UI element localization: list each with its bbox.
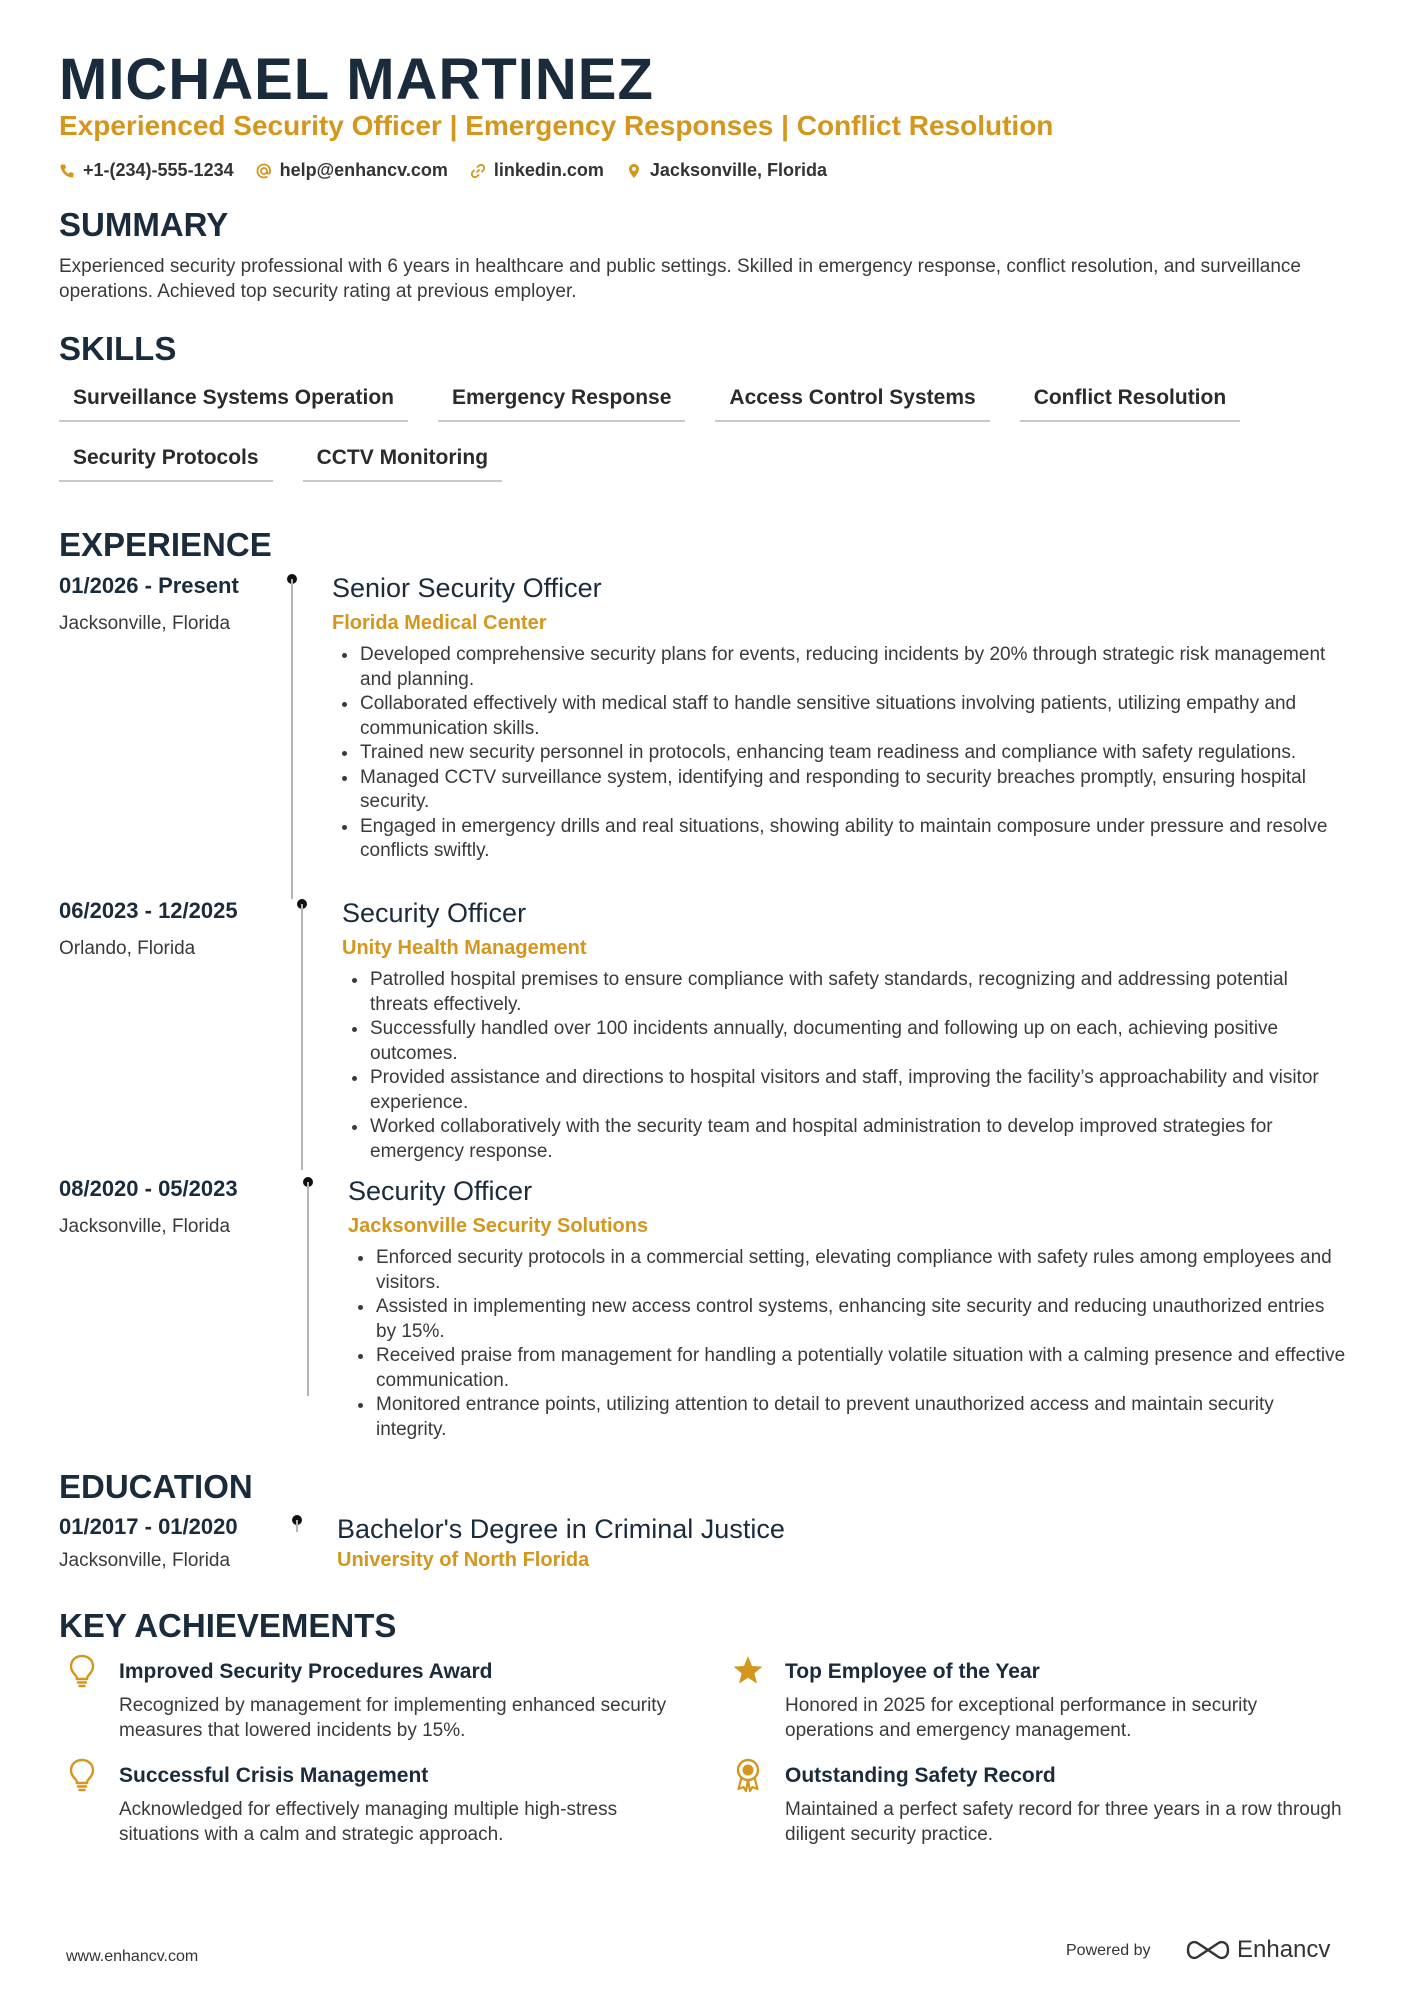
lightbulb-icon bbox=[67, 1654, 97, 1688]
experience-company: Jacksonville Security Solutions bbox=[348, 1215, 649, 1237]
award-ribbon-icon bbox=[733, 1758, 763, 1792]
experience-role: Security Officer bbox=[348, 1176, 533, 1206]
bullet-item: Developed comprehensive security plans for events, reducing incidents by 20% through strategic risk management and planning. bbox=[332, 643, 1342, 692]
education-details bbox=[337, 1514, 1337, 1572]
phone-icon bbox=[59, 163, 75, 179]
contact-bar bbox=[59, 160, 827, 181]
bullet-item: Patrolled hospital premises to ensure compliance with safety standards, recognizing and addressing potential threats effectively. bbox=[342, 968, 1342, 1017]
skill-tag: Surveillance Systems Operation bbox=[59, 380, 408, 422]
link-icon bbox=[470, 163, 486, 179]
timeline-line bbox=[307, 1182, 309, 1396]
achievement-title: Top Employee of the Year bbox=[785, 1660, 1040, 1683]
headline: Experienced Security Officer | Emergency Responses | Conflict Resolution bbox=[59, 110, 1054, 141]
skill-tag: Security Protocols bbox=[59, 440, 273, 482]
experience-company: Unity Health Management bbox=[342, 937, 587, 959]
timeline-line bbox=[291, 579, 293, 899]
experience-location: Orlando, Florida bbox=[59, 938, 196, 959]
timeline-line bbox=[296, 1520, 298, 1532]
experience-location: Jacksonville, Florida bbox=[59, 613, 231, 634]
experience-heading: EXPERIENCE bbox=[59, 526, 272, 563]
contact-location-text: Jacksonville, Florida bbox=[649, 160, 827, 180]
achievement-desc: Honored in 2025 for exceptional performance in security operations and emergency management. bbox=[785, 1695, 1258, 1741]
achievement-desc: Acknowledged for effectively managing multiple high-stress situations with a calm and strategic approach. bbox=[119, 1799, 618, 1845]
skill-tag: Emergency Response bbox=[438, 380, 685, 422]
at-icon bbox=[256, 163, 272, 179]
contact-phone[interactable] bbox=[59, 160, 234, 181]
footer-brand-name: Enhancv bbox=[1237, 1936, 1331, 1963]
star-icon bbox=[733, 1654, 763, 1688]
bullet-item: Worked collaboratively with the security team and hospital administration to develop improved strategies for emergency response. bbox=[342, 1115, 1342, 1164]
education-dates: 01/2017 - 01/2020 bbox=[59, 1514, 238, 1539]
timeline-line bbox=[301, 904, 303, 1170]
skills-list bbox=[59, 380, 1339, 482]
experience-location: Jacksonville, Florida bbox=[59, 1216, 231, 1237]
summary-text: Experienced security professional with 6 years in healthcare and public settings. Skilled in emergency response, conflict resolution, and surveillance operations. Achieved top security rating at previous employer. bbox=[59, 256, 1301, 302]
education-degree: Bachelor's Degree in Criminal Justice bbox=[337, 1514, 785, 1544]
experience-meta bbox=[59, 573, 299, 635]
education-school: University of North Florida bbox=[337, 1549, 590, 1571]
experience-details bbox=[332, 573, 1342, 864]
achievement-desc: Maintained a perfect safety record for three years in a row through diligent security practice. bbox=[785, 1799, 1342, 1845]
contact-linkedin[interactable] bbox=[470, 160, 604, 181]
footer-website-link[interactable]: www.enhancv.com bbox=[66, 1948, 199, 1965]
skill-tag: CCTV Monitoring bbox=[303, 440, 502, 482]
candidate-name: MICHAEL MARTINEZ bbox=[59, 47, 654, 112]
bullet-item: Trained new security personnel in protocols, enhancing team readiness and compliance with safety regulations. bbox=[332, 741, 1342, 766]
lightbulb-icon bbox=[67, 1758, 97, 1792]
experience-bullets bbox=[348, 1246, 1348, 1442]
achievement-desc: Recognized by management for implementing enhanced security measures that lowered incidents by 15%. bbox=[119, 1695, 667, 1741]
skill-tag: Conflict Resolution bbox=[1020, 380, 1241, 422]
bullet-item: Monitored entrance points, utilizing attention to detail to prevent unauthorized access and maintain security integrity. bbox=[348, 1393, 1348, 1442]
bullet-item: Managed CCTV surveillance system, identifying and responding to security breaches promptly, ensuring hospital security. bbox=[332, 766, 1342, 815]
experience-dates: 08/2020 - 05/2023 bbox=[59, 1176, 238, 1201]
education-meta bbox=[59, 1514, 299, 1572]
experience-bullets bbox=[342, 968, 1342, 1164]
experience-dates: 01/2026 - Present bbox=[59, 573, 239, 598]
footer-brand-logo[interactable] bbox=[1185, 1936, 1330, 1964]
experience-details bbox=[348, 1176, 1348, 1442]
bullet-item: Engaged in emergency drills and real situations, showing ability to maintain composure under pressure and resolve conflicts swiftly. bbox=[332, 815, 1342, 864]
experience-meta bbox=[59, 1176, 299, 1238]
experience-details bbox=[342, 898, 1342, 1164]
bullet-item: Provided assistance and directions to hospital visitors and staff, improving the facility’s approachability and visitor experience. bbox=[342, 1066, 1342, 1115]
contact-linkedin-text: linkedin.com bbox=[493, 160, 604, 180]
bullet-item: Assisted in implementing new access control systems, enhancing site security and reducing unauthorized entries by 15%. bbox=[348, 1295, 1348, 1344]
experience-role: Senior Security Officer bbox=[332, 573, 602, 603]
bullet-item: Successfully handled over 100 incidents annually, documenting and following up on each, achieving positive outcomes. bbox=[342, 1017, 1342, 1066]
contact-email-text: help@enhancv.com bbox=[279, 160, 448, 180]
achievement-title: Successful Crisis Management bbox=[119, 1764, 429, 1787]
skill-tag: Access Control Systems bbox=[715, 380, 989, 422]
location-pin-icon bbox=[626, 163, 642, 179]
experience-bullets bbox=[332, 643, 1342, 864]
bullet-item: Collaborated effectively with medical staff to handle sensitive situations involving patients, utilizing empathy and communication skills. bbox=[332, 692, 1342, 741]
education-heading: EDUCATION bbox=[59, 1468, 253, 1505]
bullet-item: Enforced security protocols in a commercial setting, elevating compliance with safety rules among employees and visitors. bbox=[348, 1246, 1348, 1295]
achievements-heading: KEY ACHIEVEMENTS bbox=[59, 1607, 397, 1644]
footer-powered-by: Powered by bbox=[1066, 1942, 1151, 1959]
experience-role: Security Officer bbox=[342, 898, 527, 928]
experience-company: Florida Medical Center bbox=[332, 612, 547, 634]
contact-email[interactable] bbox=[256, 160, 448, 181]
bullet-item: Received praise from management for handling a potentially volatile situation with a calming presence and effective communication. bbox=[348, 1344, 1348, 1393]
achievement-title: Outstanding Safety Record bbox=[785, 1764, 1056, 1787]
contact-location bbox=[626, 160, 827, 181]
enhancv-logo-icon bbox=[1185, 1938, 1231, 1962]
summary-heading: SUMMARY bbox=[59, 206, 229, 243]
contact-phone-text: +1-(234)-555-1234 bbox=[83, 160, 234, 180]
achievement-title: Improved Security Procedures Award bbox=[119, 1660, 493, 1683]
education-location: Jacksonville, Florida bbox=[59, 1550, 231, 1571]
experience-dates: 06/2023 - 12/2025 bbox=[59, 898, 238, 923]
skills-heading: SKILLS bbox=[59, 330, 177, 367]
experience-meta bbox=[59, 898, 299, 960]
